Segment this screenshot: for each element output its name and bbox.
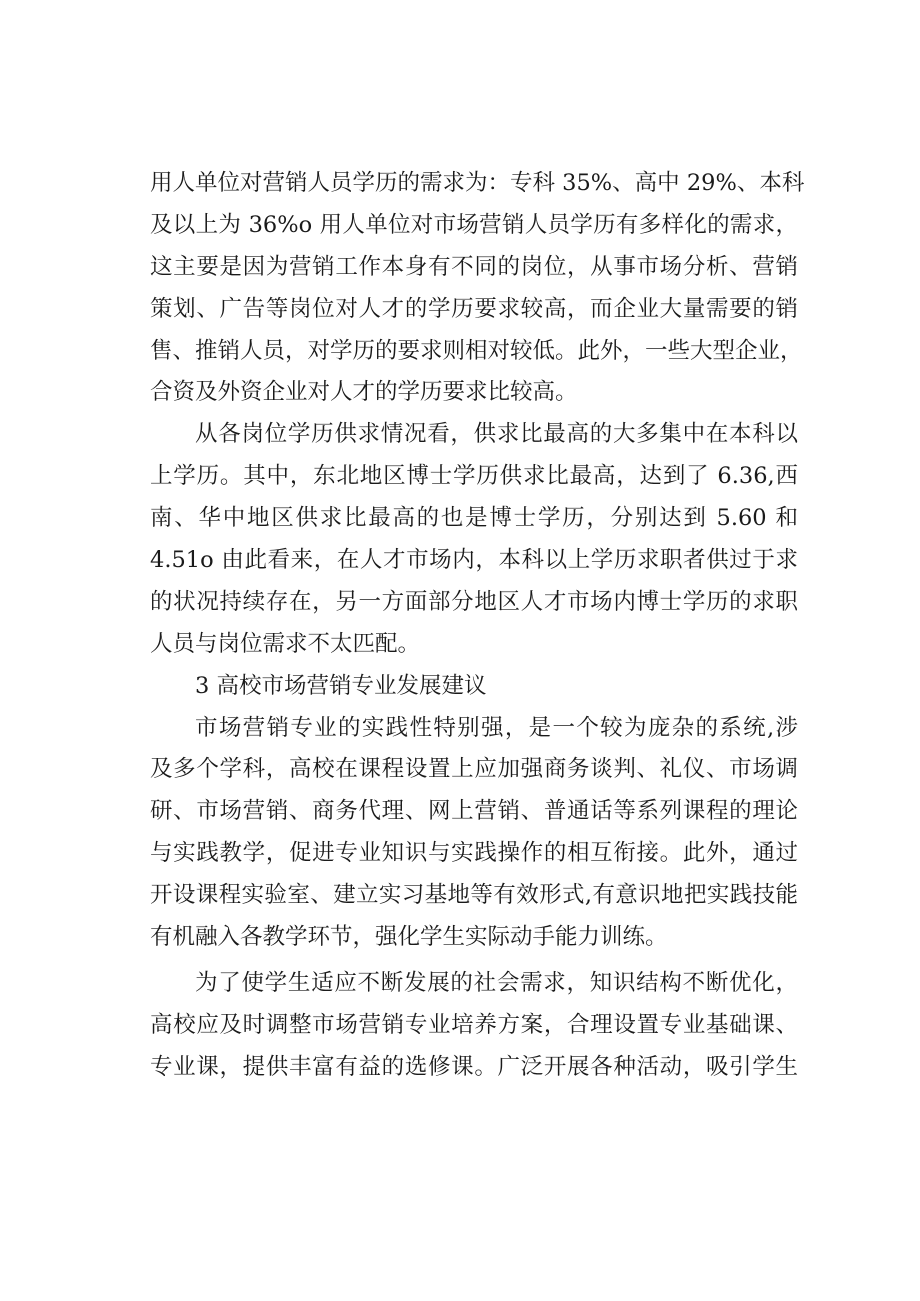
text-line: 策划、广告等岗位对人才的学历要求较高，而企业大量需要的销: [150, 295, 798, 322]
body-text: [150, 163, 805, 1089]
text-line: 这主要是因为营销工作本身有不同的岗位，从事市场分析、营销: [150, 253, 798, 280]
text-line: 合资及外资企业对人才的学历要求比较高。: [150, 379, 578, 406]
section-heading-text: 3 高校市场营销专业发展建议: [195, 672, 487, 699]
text-line: 及多个学科，高校在课程设置上应加强商务谈判、礼仪、市场调: [150, 756, 798, 783]
text-line: 高校应及时调整市场营销专业培养方案，合理设置专业基础课、: [150, 1011, 798, 1038]
text-line: 上学历。其中，东北地区博士学历供求比最高，达到了 6.36,西: [150, 463, 798, 490]
paragraph-curriculum: [150, 963, 798, 1089]
section-heading: [150, 666, 798, 708]
text-line: 南、华中地区供求比最高的也是博士学历，分别达到 5.60 和: [150, 505, 798, 532]
text-line: 从各岗位学历供求情况看，供求比最高的大多集中在本科以: [195, 421, 798, 448]
text-line: 的状况持续存在，另一方面部分地区人才市场内博士学历的求职: [150, 588, 798, 615]
text-line: 为了使学生适应不断发展的社会需求，知识结构不断优化，: [195, 969, 798, 996]
text-line: 4.51o 由此看来，在人才市场内，本科以上学历求职者供过于求: [150, 547, 798, 574]
paragraph-supply-demand-ratio: [150, 414, 798, 665]
text-line: 售、推销人员，对学历的要求则相对较低。此外，一些大型企业，: [150, 337, 803, 364]
text-line: 专业课，提供丰富有益的选修课。广泛开展各种活动，吸引学生: [150, 1053, 798, 1080]
text-line: 开设课程实验室、建立实习基地等有效形式,有意识地把实践技能: [150, 882, 798, 909]
paragraph-education-demand: [150, 163, 805, 414]
text-line: 及以上为 36%o 用人单位对市场营销人员学历有多样化的需求，: [150, 211, 798, 238]
paragraph-practice: [150, 708, 798, 959]
text-line: 人员与岗位需求不太匹配。: [150, 630, 421, 657]
text-line: 市场营销专业的实践性特别强，是一个较为庞杂的系统,涉: [195, 714, 798, 741]
text-line: 有机融入各教学环节，强化学生实际动手能力训练。: [150, 924, 668, 951]
text-line: 与实践教学，促进专业知识与实践操作的相互衔接。此外，通过: [150, 840, 798, 867]
text-line: 研、市场营销、商务代理、网上营销、普通话等系列课程的理论: [150, 798, 798, 825]
text-line: 用人单位对营销人员学历的需求为：专科 35%、高中 29%、本科: [150, 170, 805, 196]
